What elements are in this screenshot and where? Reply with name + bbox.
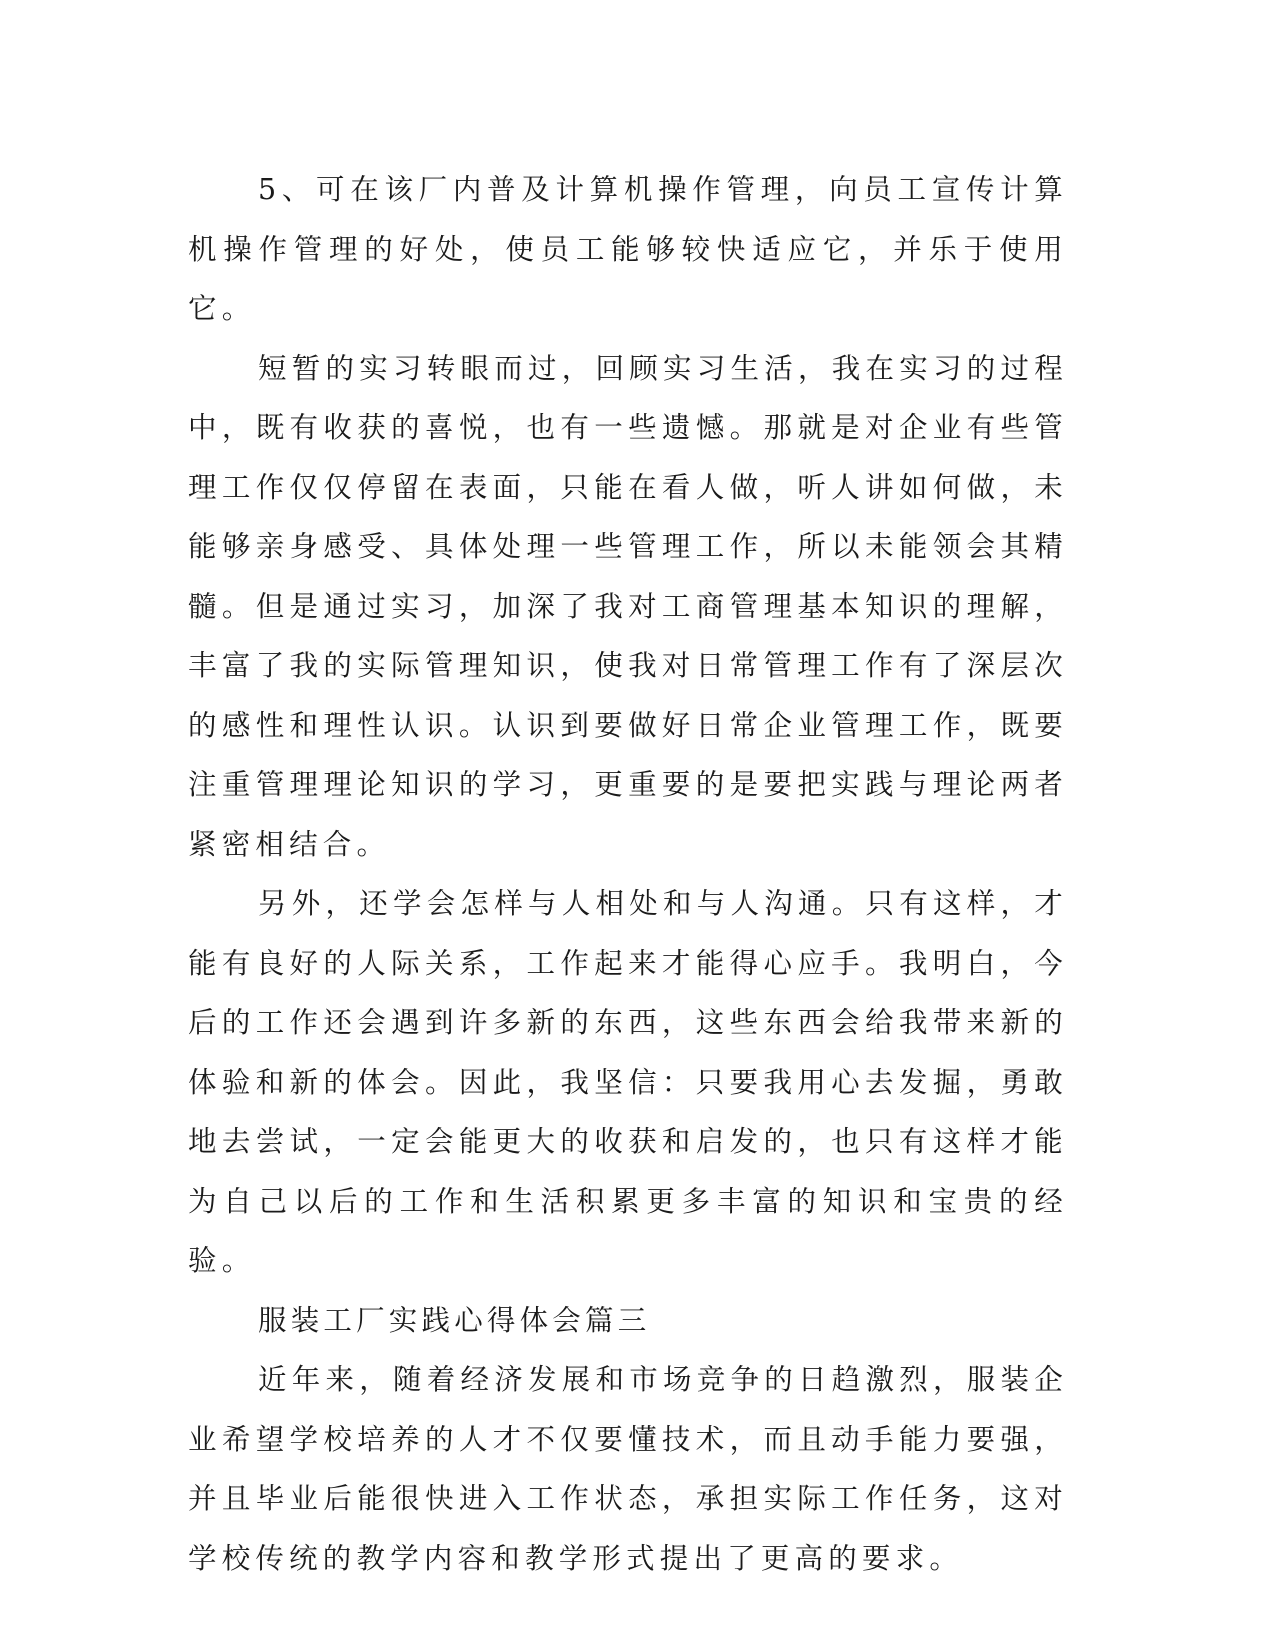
section-heading: 服装工厂实践心得体会篇三: [258, 1303, 651, 1337]
paragraph-intro-section-three: 近年来，随着经济发展和市场竞争的日趋激烈，服装企业希望学校培养的人才不仅要懂技术，而且动手能力要强，并且毕业后能很快进入工作状态，承担实际工作任务，这对学校传统的教学内容和教学形式提出了更高的要求。: [188, 1363, 1068, 1575]
paragraph-item-5: 5、可在该厂内普及计算机操作管理，向员工宣传计算机操作管理的好处，使员工能够较快适应它，并乐于使用它。: [188, 173, 1068, 325]
document-body: [188, 160, 1068, 1588]
paragraph-internship-reflection: 短暂的实习转眼而过，回顾实习生活，我在实习的过程中，既有收获的喜悦，也有一些遗憾。那就是对企业有些管理工作仅仅停留在表面，只能在看人做，听人讲如何做，未能够亲身感受、具体处理一些管理工作，所以未能领会其精髓。但是通过实习，加深了我对工商管理基本知识的理解，丰富了我的实际管理知识，使我对日常管理工作有了深层次的感性和理性认识。认识到要做好日常企业管理工作，既要注重管理理论知识的学习，更重要的是要把实践与理论两者紧密相结合。: [188, 351, 1068, 861]
paragraph-communication: 另外，还学会怎样与人相处和与人沟通。只有这样，才能有良好的人际关系，工作起来才能得心应手。我明白，今后的工作还会遇到许多新的东西，这些东西会给我带来新的体验和新的体会。因此，我坚信：只要我用心去发掘，勇敢地去尝试，一定会能更大的收获和启发的，也只有这样才能为自己以后的工作和生活积累更多丰富的知识和宝贵的经验。: [188, 887, 1068, 1277]
